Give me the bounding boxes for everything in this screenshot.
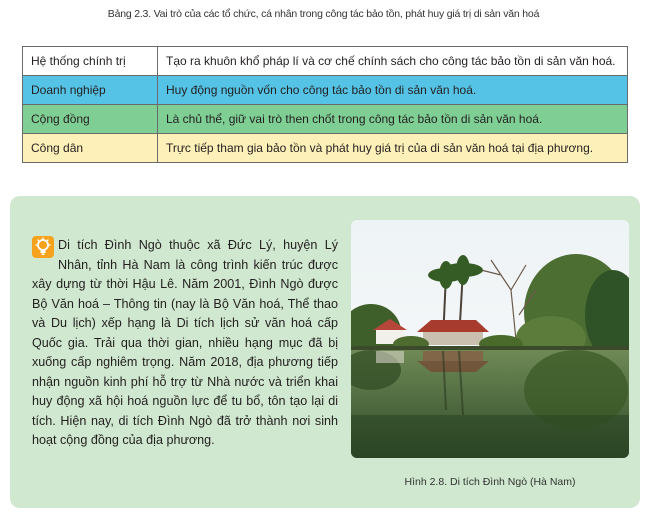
case-study-paragraph (32, 236, 338, 451)
actor-cell: Doanh nghiệp (23, 76, 158, 105)
table-caption: Bảng 2.3. Vai trò của các tổ chức, cá nhân trong công tác bảo tồn, phát huy giá trị di sản văn hoá (107, 8, 540, 20)
roles-table (22, 46, 628, 163)
lightbulb-icon (32, 236, 54, 258)
table-row (23, 105, 628, 134)
role-cell: Là chủ thể, giữ vai trò then chốt trong công tác bảo tồn di sản văn hoá. (158, 105, 628, 134)
role-cell: Huy động nguồn vốn cho công tác bảo tồn di sản văn hoá. (158, 76, 628, 105)
actor-cell: Hệ thống chính trị (23, 47, 158, 76)
case-study-text: Di tích Đình Ngò thuộc xã Đức Lý, huyện Lý Nhân, tỉnh Hà Nam là công trình kiến trúc được xây dựng từ thời Hậu Lê. Năm 2001, Đình Ngò được Bộ Văn hoá – Thông tin (nay là Bộ Văn hoá, Thể thao và Du lịch) xếp hạng là Di tích lịch sử văn hoá cấp Quốc gia. Trải qua thời gian, nhiều hạng mục đã bị xuống cấp nghiêm trọng. Năm 2018, địa phương tiếp nhận nguồn kinh phí hỗ trợ từ Nhà nước và triển khai huy động xã hội hoá nguồn lực để tu bổ, tôn tạo lại di tích. Hiện nay, di tích Đình Ngò đã trở thành nơi sinh hoạt cộng đồng của địa phương. (32, 238, 338, 447)
table-row (23, 76, 628, 105)
actor-cell: Cộng đồng (23, 105, 158, 134)
figure-caption: Hình 2.8. Di tích Đình Ngò (Hà Nam) (404, 476, 576, 488)
role-cell: Trực tiếp tham gia bảo tồn và phát huy giá trị của di sản văn hoá tại địa phương. (158, 134, 628, 163)
table-row (23, 134, 628, 163)
dinh-ngo-photo (351, 220, 629, 458)
table-row (23, 47, 628, 76)
role-cell: Tạo ra khuôn khổ pháp lí và cơ chế chính sách cho công tác bảo tồn di sản văn hoá. (158, 47, 628, 76)
actor-cell: Công dân (23, 134, 158, 163)
case-study-panel (10, 196, 640, 508)
